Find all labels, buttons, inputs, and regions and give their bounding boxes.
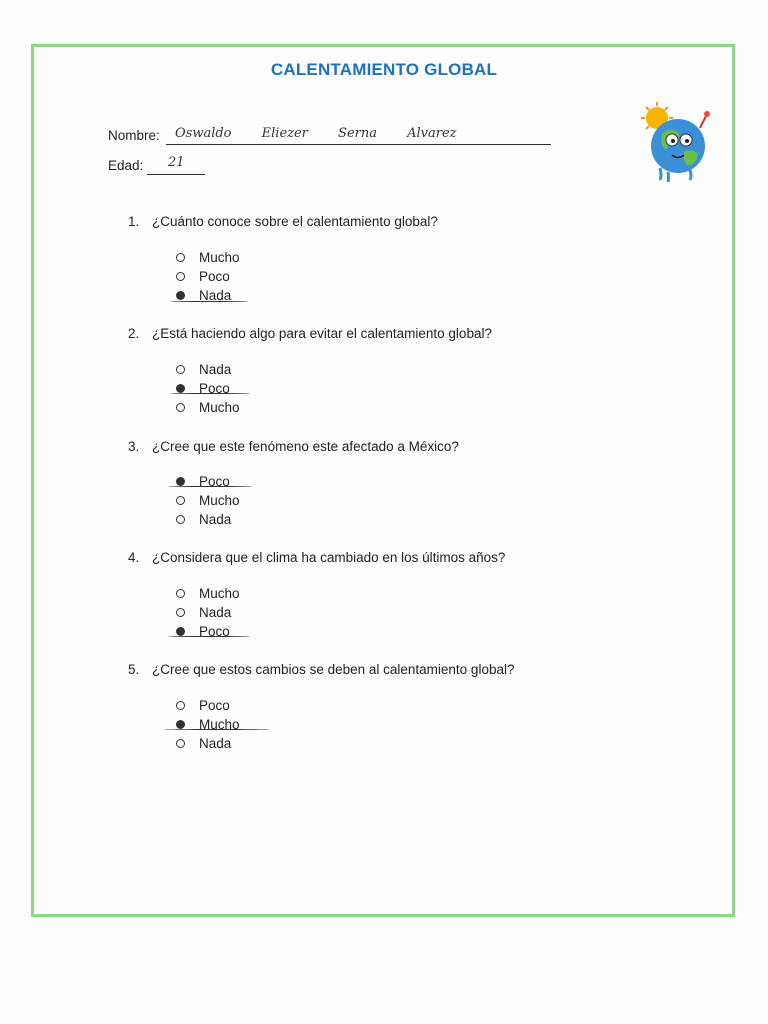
radio-icon xyxy=(176,608,185,617)
age-label: Edad: xyxy=(108,158,144,173)
radio-checked-icon xyxy=(176,291,185,300)
page-border xyxy=(31,44,735,917)
q4-option-mucho[interactable]: Mucho xyxy=(174,586,240,601)
radio-icon xyxy=(176,272,185,281)
q1-option-nada[interactable]: Nada xyxy=(174,288,231,303)
selection-underline xyxy=(164,729,270,730)
radio-icon xyxy=(176,515,185,524)
q5-option-poco[interactable]: Poco xyxy=(174,698,230,713)
q1-option-mucho[interactable]: Mucho xyxy=(174,250,240,265)
q1-option-poco[interactable]: Poco xyxy=(174,269,230,284)
question-1: 1. ¿Cuánto conoce sobre el calentamiento global? xyxy=(128,214,438,229)
page-title: CALENTAMIENTO GLOBAL xyxy=(270,60,498,79)
question-4: 4. ¿Considera que el clima ha cambiado en los últimos años? xyxy=(128,550,506,565)
q3-option-mucho[interactable]: Mucho xyxy=(174,493,240,508)
radio-icon xyxy=(176,739,185,748)
name-field-line[interactable] xyxy=(166,144,551,145)
radio-checked-icon xyxy=(176,720,185,729)
radio-icon xyxy=(176,365,185,374)
name-label: Nombre: xyxy=(108,128,160,143)
selection-underline xyxy=(168,636,250,637)
q3-option-nada[interactable]: Nada xyxy=(174,512,231,527)
radio-checked-icon xyxy=(176,477,185,486)
selection-underline xyxy=(170,393,250,394)
question-3: 3. ¿Cree que este fenómeno este afectado a México? xyxy=(128,439,459,454)
radio-checked-icon xyxy=(176,384,185,393)
q2-option-mucho[interactable]: Mucho xyxy=(174,400,240,415)
q4-option-poco[interactable]: Poco xyxy=(174,624,230,639)
q5-option-mucho[interactable]: Mucho xyxy=(174,717,240,732)
q2-option-poco[interactable]: Poco xyxy=(174,381,230,396)
question-5: 5. ¿Cree que estos cambios se deben al calentamiento global? xyxy=(128,662,515,677)
age-field-line[interactable] xyxy=(147,174,205,175)
q3-option-poco[interactable]: Poco xyxy=(174,474,230,489)
q4-option-nada[interactable]: Nada xyxy=(174,605,231,620)
earth-sun-icon xyxy=(632,100,712,190)
radio-icon xyxy=(176,253,185,262)
q2-option-nada[interactable]: Nada xyxy=(174,362,231,377)
radio-icon xyxy=(176,496,185,505)
age-value: 21 xyxy=(168,155,185,170)
radio-icon xyxy=(176,403,185,412)
name-value: Oswaldo Eliezer Serna Alvarez xyxy=(175,126,457,141)
radio-checked-icon xyxy=(176,627,185,636)
q5-option-nada[interactable]: Nada xyxy=(174,736,231,751)
question-2: 2. ¿Está haciendo algo para evitar el calentamiento global? xyxy=(128,326,492,341)
selection-underline xyxy=(168,486,252,487)
radio-icon xyxy=(176,701,185,710)
radio-icon xyxy=(176,589,185,598)
selection-underline xyxy=(170,301,248,302)
